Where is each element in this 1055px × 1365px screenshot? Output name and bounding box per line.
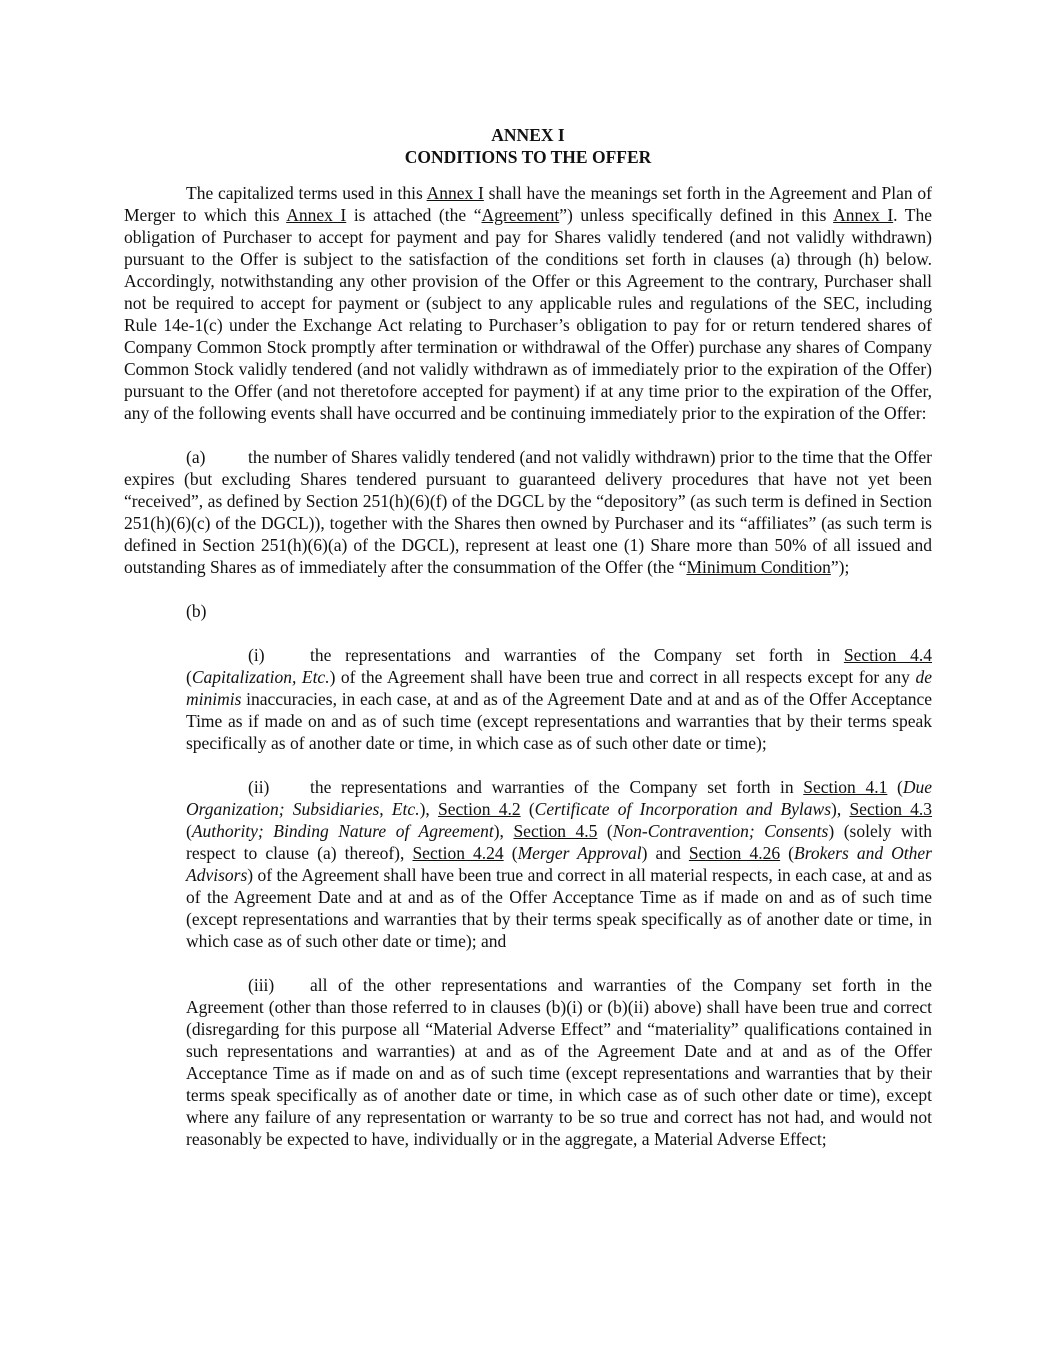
- clause-label: (iii): [248, 975, 275, 995]
- section-reference: Section 4.4: [843, 645, 932, 665]
- clause-a: (a) the number of Shares validly tendered (and not validly withdrawn) prior to the time that the Offer expires (but excluding Shares tendered pursuant to guaranteed delivery procedures that have not yet been “received”, as defined by Section 251(h)(6)(f) of the DGCL by the “depository” (as such term is defined in Section 251(h)(6)(c) of the DGCL)), together with the Shares then owned by Purchaser and its “affiliates” (as such term is defined in Section 251(h)(6)(a) of the DGCL), represent at least one (1) Share more than 50% of all issued and outstanding Shares as of immediately after the consummation of the Offer (the “Minimum Condition”);: [124, 447, 932, 577]
- section-reference: Section 4.26: [688, 843, 781, 863]
- clause-b-i: (i) the representations and warranties of the Company set forth in Section 4.4 (Capitalization, Etc.) of the Agreement shall have been true and correct in all respects except for any de minimis inaccuracies, in each case, at and as of the Agreement Date and at and as of the Offer Acceptance Time as if made on and as of such time (except representations and warranties that by their terms speak specifically as of another date or time, in which case as of such other date or time);: [186, 645, 932, 753]
- section-reference: Section 4.5: [513, 821, 598, 841]
- clause-b-iii: (iii) all of the other representations and warranties of the Company set forth in the Agreement (other than those referred to in clauses (b)(i) or (b)(ii) above) shall have been true and correct (disregarding for this purpose all “Material Adverse Effect” and “materiality” qualifications contained in such representations and warranties) at and as of the Agreement Date and at and as of the Offer Acceptance Time as if made on and as of such time (except representations and warranties that by their terms speak specifically as of another date or time, in which case as of such other date or time), except where any failure of any representation or warranty to be so true and correct has not had, and would not reasonably be expected to have, individually or in the aggregate, a Material Adverse Effect;: [186, 975, 932, 1149]
- clause-label: (i): [248, 645, 265, 665]
- clause-label: (a): [186, 447, 206, 467]
- defined-term-agreement: Agreement: [481, 205, 560, 225]
- section-reference: Section 4.3: [849, 799, 933, 819]
- document-page: [124, 124, 932, 1150]
- intro-paragraph: The capitalized terms used in this Annex I shall have the meanings set forth in the Agreement and Plan of Merger to which this Annex I is attached (the “Agreement”) unless specifically defined in this Annex I. The obligation of Purchaser to accept for payment and pay for Shares validly tendered (and not validly withdrawn) pursuant to the Offer is subject to the satisfaction of the conditions set forth in clauses (a) through (h) below. Accordingly, notwithstanding any other provision of the Offer or this Agreement to the contrary, Purchaser shall not be required to accept for payment or (subject to any applicable rules and regulations of the SEC, including Rule 14e-1(c) under the Exchange Act relating to Purchaser’s obligation to pay for or return tendered shares of Company Common Stock promptly after termination or withdrawal of the Offer) purchase any shares of Company Common Stock validly tendered (and not validly withdrawn as of immediately prior to the expiration of the Offer) pursuant to the Offer (and not theretofore accepted for payment) if at any time prior to the expiration of the Offer, any of the following events shall have occurred and be continuing immediately prior to the expiration of the Offer:: [124, 183, 933, 423]
- clause-b-label: (b): [186, 601, 207, 621]
- page-title: CONDITIONS TO THE OFFER: [404, 147, 652, 167]
- annex-reference: Annex I: [286, 205, 347, 225]
- annex-reference: Annex I: [833, 205, 894, 225]
- clause-b-ii: (ii) the representations and warranties of the Company set forth in Section 4.1 (Due Organization; Subsidiaries, Etc.), Section 4.2 (Certificate of Incorporation and Bylaws), Section 4.3 (Authority; Binding Nature of Agreement), Section 4.5 (Non-Contravention; Consents) (solely with respect to clause (a) thereof), Section 4.24 (Merger Approval) and Section 4.26 (Brokers and Other Advisors) of the Agreement shall have been true and correct in all material respects, in each case, at and as of the Agreement Date and at and as of the Offer Acceptance Time as if made on and as of such time (except representations and warranties that by their terms speak specifically as of another date or time, in which case as of such other date or time); and: [186, 777, 933, 951]
- defined-term-minimum-condition: Minimum Condition: [686, 557, 831, 577]
- section-reference: Section 4.24: [412, 843, 504, 863]
- annex-heading: ANNEX I: [491, 125, 565, 145]
- annex-reference: Annex I: [426, 183, 484, 203]
- section-reference: Section 4.1: [803, 777, 888, 797]
- section-reference: Section 4.2: [438, 799, 521, 819]
- clause-label: (ii): [248, 777, 270, 797]
